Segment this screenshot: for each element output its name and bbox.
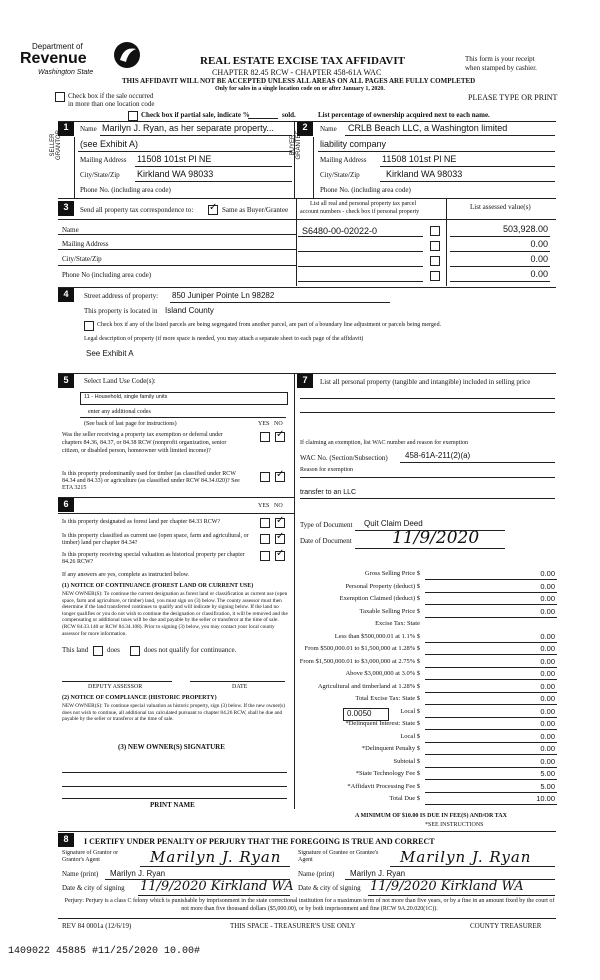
- wac-field[interactable]: 458-61A-211(2)(a): [405, 451, 471, 460]
- located-field[interactable]: Island County: [165, 306, 214, 315]
- s6-q1-yes-checkbox[interactable]: [260, 518, 270, 528]
- local-rate-box[interactable]: [343, 708, 389, 721]
- parcel-value-1[interactable]: 503,928.00: [502, 224, 548, 234]
- tax-row-label: From $500,000.01 to $1,500,000 at 1.28% $: [304, 645, 420, 652]
- grantor-date-label: Date & city of signing: [62, 884, 125, 892]
- s3-city-label: City/State/Zip: [62, 255, 102, 263]
- tax-row-value[interactable]: 0.00: [540, 756, 555, 766]
- tax-row-value[interactable]: 0.00: [540, 731, 555, 741]
- partial-sale-checkbox[interactable]: [128, 111, 138, 121]
- local-rate-value: 0.0050: [347, 709, 372, 718]
- personal-property-label: List all personal property (tangible and intangible) included in selling price: [320, 378, 531, 386]
- parcel-header-2: account numbers - check box if personal property: [300, 209, 420, 215]
- s6-q2-no-checkbox[interactable]: [275, 534, 285, 544]
- section-7-number: 7: [297, 374, 313, 388]
- s6-question-3: Is this property receiving special valuation as historical property per chapter 84.26 RCW?: [62, 552, 245, 565]
- parcel-header-1: List all real and personal property tax parcel: [310, 201, 417, 207]
- form-subtitle: CHAPTER 82.45 RCW - CHAPTER 458-61A WAC: [212, 68, 382, 77]
- dor-logo: [20, 40, 145, 82]
- tax-row-value[interactable]: 0.00: [540, 719, 555, 728]
- does-label: does: [107, 646, 120, 654]
- parcel-value-4[interactable]: 0.00: [530, 269, 548, 279]
- grantee-name-field[interactable]: Marilyn J. Ryan: [350, 869, 406, 878]
- seller-mailing-label: Mailing Address: [80, 156, 127, 164]
- grantor-sig-label: Signature of Grantor or Grantor's Agent: [62, 850, 119, 863]
- s6-q1-no-checkbox[interactable]: [275, 518, 285, 528]
- check-multi-1: Check box if the sale occurred: [68, 92, 154, 100]
- form-number: REV 84 0001a (12/6/19): [62, 922, 132, 930]
- street-address-field[interactable]: 850 Juniper Pointe Ln 98282: [172, 291, 275, 300]
- buyer-name-label: Name: [320, 125, 337, 133]
- land-does-not-checkbox[interactable]: [130, 646, 140, 656]
- send-correspondence-label: Send all property tax correspondence to:: [80, 206, 194, 214]
- recording-stamp: 1409022 45885 #11/25/2020 10.00#: [8, 946, 201, 957]
- seller-name-field-2[interactable]: (see Exhibit A): [80, 139, 139, 149]
- tax-row-label: Agricultural and timberland at 1.28% $: [317, 682, 420, 690]
- see-instructions: *SEE INSTRUCTIONS: [425, 822, 484, 828]
- parcel-value-3[interactable]: 0.00: [530, 254, 548, 264]
- this-land-label: This land: [62, 646, 89, 654]
- exemption-label: If claiming an exemption, list WAC number and reason for exemption: [300, 440, 469, 446]
- reason-field[interactable]: transfer to an LLC: [300, 489, 357, 496]
- tax-row-label: Subtotal $: [393, 757, 420, 765]
- s6-q3-no-checkbox[interactable]: [275, 551, 285, 561]
- assessor-date-label: DATE: [232, 684, 248, 690]
- grantee-name-label: Name (print): [298, 870, 335, 878]
- partial-sale-label: Check box if partial sale, indicate %: [141, 111, 250, 119]
- see-back-label: (See back of last page for instructions): [84, 421, 177, 427]
- tax-row-value[interactable]: 0.00: [540, 744, 555, 753]
- section-1-number: 1: [58, 121, 74, 136]
- same-as-buyer-checkbox[interactable]: [208, 205, 218, 215]
- form-title: REAL ESTATE EXCISE TAX AFFIDAVIT: [200, 55, 405, 67]
- grantor-signature[interactable]: Marilyn J. Ryan: [150, 848, 282, 866]
- s3-mailing-label: Mailing Address: [62, 240, 109, 248]
- new-owner-signature-label: (3) NEW OWNER(S) SIGNATURE: [118, 743, 225, 751]
- land-does-checkbox[interactable]: [93, 646, 103, 656]
- assessed-header: List assessed value(s): [470, 203, 531, 211]
- multi-location-checkbox[interactable]: [55, 92, 65, 102]
- s5-q1-yes-checkbox[interactable]: [260, 432, 270, 442]
- tax-row-label: Exemption Claimed (deduct) $: [339, 595, 420, 602]
- seller-city-field[interactable]: Kirkland WA 98033: [137, 169, 214, 179]
- tax-row-value[interactable]: 0.00: [540, 656, 555, 666]
- parcel-personal-checkbox-2[interactable]: [430, 241, 440, 251]
- located-label: This property is located in: [84, 307, 158, 315]
- s5-question-1: Was the seller receiving a property tax exemption or deferral under chapters 84.36, 84.37, or 84.38 RCW (nonprofit organization, senior citizen, or disabled person, homeowner with limited income)?: [62, 432, 227, 454]
- does-not-label: does not qualify for continuance.: [144, 646, 237, 654]
- reason-label: Reason for exemption: [300, 467, 353, 473]
- tax-row-label: Total Due $: [389, 795, 420, 802]
- compliance-text: NEW OWNER(S): To continue special valuation as historic property, sign (3) below. If the new owner(s) does not wish to continue, all additional tax calculated pursuant to chapter 84.26 RCW, shall be due and payable by the seller or transferor at the time of sale.: [62, 703, 286, 723]
- s6-no-label: NO: [274, 503, 283, 509]
- same-as-buyer-label: Same as Buyer/Grantee: [222, 206, 289, 214]
- compliance-title: (2) NOTICE OF COMPLIANCE (HISTORIC PROPERTY): [62, 695, 217, 701]
- tax-row-label: Personal Property (deduct) $: [345, 582, 420, 590]
- print-name-label: PRINT NAME: [150, 801, 195, 809]
- tax-row-label: Total Excise Tax: State $: [355, 695, 420, 702]
- buyer-city-field[interactable]: Kirkland WA 98033: [386, 169, 463, 179]
- tax-row-label: Above $3,000,000 at 3.0% $: [345, 670, 420, 677]
- buyer-phone-label: Phone No. (including area code): [320, 186, 411, 194]
- receipt-note-1: This form is your receipt: [465, 55, 535, 63]
- grantor-name-field[interactable]: Marilyn J. Ryan: [110, 869, 166, 878]
- tax-row-label: Local $: [400, 732, 420, 740]
- tax-row-value[interactable]: 0.00: [540, 706, 555, 716]
- deputy-assessor-label: DEPUTY ASSESSOR: [88, 684, 143, 690]
- parcel-personal-checkbox-1[interactable]: [430, 226, 440, 236]
- s6-q3-yes-checkbox[interactable]: [260, 551, 270, 561]
- tax-row-value[interactable]: 0.00: [540, 569, 555, 578]
- grantor-name-label: Name (print): [62, 870, 99, 878]
- doc-type-field[interactable]: Quit Claim Deed: [364, 519, 423, 528]
- segregated-checkbox[interactable]: [84, 321, 94, 331]
- buyer-name-field-2[interactable]: liability company: [320, 139, 387, 149]
- county-treasurer-label: COUNTY TREASURER: [470, 922, 542, 930]
- seller-phone-label: Phone No. (including area code): [80, 186, 171, 194]
- land-use-select[interactable]: [80, 392, 288, 405]
- seller-mailing-field[interactable]: 11508 101st Pl NE: [137, 154, 212, 164]
- tax-row-value[interactable]: 0.00: [540, 644, 555, 653]
- tax-row-label: *State Technology Fee $: [355, 770, 420, 777]
- land-use-value: 11 - Household, single family units: [84, 394, 168, 400]
- doc-type-label: Type of Document: [300, 521, 353, 529]
- buyer-city-label: City/State/Zip: [320, 171, 360, 179]
- s3-name-label: Name: [62, 226, 79, 234]
- s5-question-2: Is this property predominantly used for timber (as classified under RCW 84.34 and 84.33) or agriculture (as classified under RCW 84.34.020)? See ETA 3215: [62, 471, 240, 491]
- buyer-mailing-label: Mailing Address: [320, 156, 367, 164]
- parcel-personal-checkbox-3[interactable]: [430, 256, 440, 266]
- section-2-number: 2: [297, 121, 313, 136]
- s6-q2-yes-checkbox[interactable]: [260, 534, 270, 544]
- dept-line2: Revenue: [20, 50, 87, 67]
- tax-row-label: Gross Selling Price $: [364, 570, 420, 577]
- segregated-label: Check box if any of the listed parcels are being segregated from another parcel, are part of a boundary line adjustment or parcels being merged.: [97, 322, 442, 328]
- street-address-label: Street address of property:: [84, 292, 159, 300]
- tax-row-value[interactable]: 10.00: [536, 794, 555, 803]
- list-percentage: List percentage of ownership acquired next to each name.: [318, 111, 490, 119]
- section-6-number: 6: [58, 498, 74, 512]
- continuance-title: (1) NOTICE OF CONTINUANCE (FOREST LAND OR CURRENT USE): [62, 583, 254, 589]
- wac-label: WAC No. (Section/Subsection): [300, 454, 388, 462]
- check-multi-2: in more than one location code: [68, 100, 155, 108]
- tax-row-label: From $1,500,000.01 to $3,000,000 at 2.75% $: [299, 657, 420, 665]
- parcel-personal-checkbox-4[interactable]: [430, 271, 440, 281]
- s3-phone-label: Phone No (including area code): [62, 271, 152, 279]
- tax-row-value[interactable]: 0.00: [540, 669, 555, 678]
- tax-row-label: *Affidavit Processing Fee $: [347, 782, 420, 790]
- grantee-date-field[interactable]: 11/9/2020 Kirkland WA: [370, 879, 524, 894]
- tax-row-value[interactable]: 0.00: [540, 581, 555, 591]
- dept-line3: Washington State: [38, 69, 94, 76]
- section-3-number: 3: [58, 201, 74, 216]
- tax-row-value[interactable]: 0.00: [540, 606, 555, 616]
- please-type: PLEASE TYPE OR PRINT: [468, 93, 558, 102]
- doc-date-label: Date of Document: [300, 537, 352, 545]
- tax-row-label: Less than $500,000.01 at 1.1% $: [334, 632, 420, 640]
- dept-line1: Department of: [32, 42, 83, 51]
- treasurer-space-label: THIS SPACE - TREASURER'S USE ONLY: [230, 922, 356, 930]
- s5-no-label: NO: [274, 421, 283, 427]
- seller-name-field[interactable]: Marilyn J. Ryan, as her separate property...: [102, 123, 274, 133]
- perjury-statement: Perjury: Perjury is a class C felony which is punishable by imprisonment in the state correctional institution for a maximum term of not more than five years, or by a fine in an amount fixed by the court of not more than five thousand dollars ($5,000.00), or by both imprisonment and fine (RCW 9A.20.020(1C)).: [64, 898, 555, 912]
- only-for-sales: Only for sales in a single location code on or after January 1, 2020.: [215, 86, 385, 92]
- seller-name-label: Name: [80, 125, 97, 133]
- seller-side-label: SELLER GRANTOR: [50, 130, 62, 160]
- legal-description-field[interactable]: See Exhibit A: [86, 349, 134, 358]
- tax-row-label: *Delinquent Penalty $: [361, 745, 420, 752]
- land-use-label: Select Land Use Code(s):: [84, 377, 156, 385]
- grantee-signature[interactable]: Marilyn J. Ryan: [400, 848, 532, 866]
- if-any-yes: If any answers are yes, complete as instructed below.: [62, 572, 190, 578]
- minimum-due: A MINIMUM OF $10.00 IS DUE IN FEE(S) AND/OR TAX: [355, 813, 507, 819]
- form-warning: THIS AFFIDAVIT WILL NOT BE ACCEPTED UNLESS ALL AREAS ON ALL PAGES ARE FULLY COMPLETED: [122, 77, 476, 85]
- parcel-value-2[interactable]: 0.00: [530, 239, 548, 249]
- certify-label: I CERTIFY UNDER PENALTY OF PERJURY THAT THE FOREGOING IS TRUE AND CORRECT: [84, 837, 435, 846]
- grantee-sig-label: Signature of Grantee or Grantee's Agent: [298, 850, 379, 863]
- s5-q2-yes-checkbox[interactable]: [260, 472, 270, 482]
- grantor-date-field[interactable]: 11/9/2020 Kirkland WA: [140, 879, 294, 894]
- continuance-text: NEW OWNER(S): To continue the current designation as forest land or classification as current use (open space, farm and agriculture, or timber) land, you must sign on (3) below. The county assessor must then determine if the land transferred continues to qualify and will indicate by signing below. If the land no longer qualifies or you do not wish to continue the designation or classification, it will be removed and the compensating or additional taxes will be due and payable by the seller or transferor at the time of sale. (RCW 84.33.140 or RCW 84.34.108). Prior to signing (3) below, you may contact your local county assessor for more information.: [62, 591, 288, 637]
- doc-date-field[interactable]: 11/9/2020: [392, 528, 480, 548]
- tax-row-label: Local $: [400, 707, 420, 715]
- tax-row-value[interactable]: 0.00: [540, 694, 555, 703]
- section-8-number: 8: [58, 833, 74, 847]
- tax-row-value[interactable]: 5.00: [540, 781, 555, 791]
- buyer-side-label: BUYER GRANTEE: [290, 130, 302, 160]
- legal-description-label: Legal description of property (if more space is needed, you may attach a separate sheet to each page of the affidavit): [84, 336, 364, 342]
- buyer-name-field[interactable]: CRLB Beach LLC, a Washington limited: [348, 123, 508, 133]
- tax-row-label: Taxable Selling Price $: [359, 607, 420, 615]
- tax-row-value[interactable]: 0.00: [540, 631, 555, 641]
- additional-codes-label: enter any additional codes: [88, 409, 151, 415]
- s5-q1-no-checkbox[interactable]: [275, 432, 285, 442]
- seller-city-label: City/State/Zip: [80, 171, 120, 179]
- grantee-date-label: Date & city of signing: [298, 884, 361, 892]
- s6-question-2: Is this property classified as current use (open space, farm and agricultural, or timber) land per chapter 84.34?: [62, 533, 249, 546]
- s6-question-1: Is this property designated as forest land per chapter 84.33 RCW?: [62, 519, 221, 525]
- s6-yes-label: YES: [258, 503, 270, 509]
- tax-row-value[interactable]: 5.00: [540, 769, 555, 778]
- tax-row-label: *Delinquent Interest: State $: [345, 720, 420, 727]
- section-5-number: 5: [58, 374, 74, 388]
- parcel-number-1[interactable]: S6480-00-02022-0: [302, 226, 378, 236]
- tax-row-label: Excise Tax: State: [375, 620, 420, 627]
- receipt-note-2: when stamped by cashier.: [465, 64, 537, 72]
- buyer-mailing-field[interactable]: 11508 101st Pl NE: [382, 154, 457, 164]
- tax-row-value[interactable]: 0.00: [540, 681, 555, 691]
- dor-swirl-icon: [112, 40, 142, 70]
- s5-yes-label: YES: [258, 421, 270, 427]
- sold-label: sold.: [282, 111, 296, 119]
- tax-row-value[interactable]: 0.00: [540, 594, 555, 603]
- s5-q2-no-checkbox[interactable]: [275, 472, 285, 482]
- section-4-number: 4: [58, 288, 74, 302]
